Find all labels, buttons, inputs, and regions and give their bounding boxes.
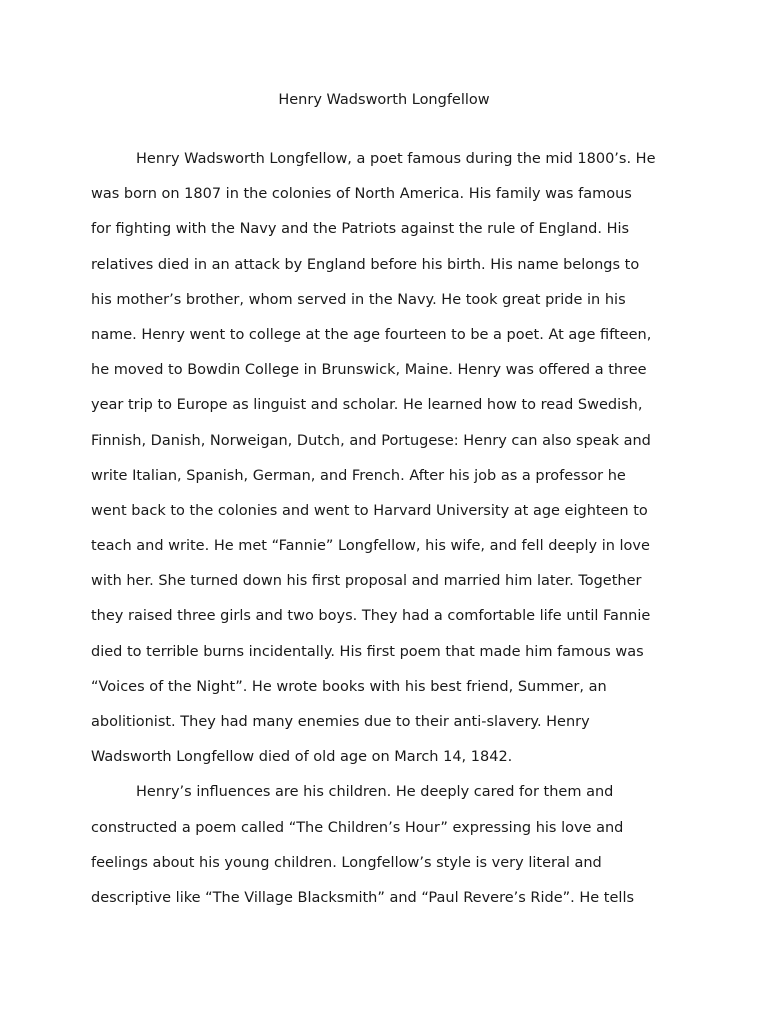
page-title: Henry Wadsworth Longfellow [278,92,490,108]
paragraph-line: name. Henry went to college at the age fourteen to be a poet. At age fifteen, [91,326,652,343]
paragraph-line: constructed a poem called “The Children’s Hour” expressing his love and [91,819,624,836]
paragraph-line: feelings about his young children. Longfellow’s style is very literal and [91,854,602,871]
paragraph-line: they raised three girls and two boys. They had a comfortable life until Fannie [91,608,651,625]
paragraph-line: write Italian, Spanish, German, and French. After his job as a professor he [91,467,626,484]
paragraph-line: teach and write. He met “Fannie” Longfellow, his wife, and fell deeply in love [91,538,650,555]
paragraph-line: Henry Wadsworth Longfellow, a poet famous during the mid 1800’s. He [136,151,656,167]
paragraph-line: descriptive like “The Village Blacksmith” and “Paul Revere’s Ride”. He tells [91,889,635,906]
paragraph-line: Wadsworth Longfellow died of old age on March 14, 1842. [91,749,513,766]
paragraph-line: he moved to Bowdin College in Brunswick, Maine. Henry was offered a three [91,362,647,379]
document-body [91,142,691,916]
paragraph-line: with her. She turned down his first proposal and married him later. Together [91,573,642,590]
paragraph-line: Finnish, Danish, Norweigan, Dutch, and Portugese: Henry can also speak and [91,432,651,449]
paragraph-line: died to terrible burns incidentally. His first poem that made him famous was [91,643,644,660]
paragraph-line: his mother’s brother, whom served in the Navy. He took great pride in his [91,291,626,308]
paragraph-line: year trip to Europe as linguist and scholar. He learned how to read Swedish, [91,397,643,414]
paragraph-line: abolitionist. They had many enemies due to their anti-slavery. Henry [91,714,590,730]
paragraph-line: “Voices of the Night”. He wrote books with his best friend, Summer, an [91,678,607,695]
paragraph-1 [91,142,691,775]
paragraph-line: relatives died in an attack by England before his birth. His name belongs to [91,256,640,273]
paragraph-line: for fighting with the Navy and the Patriots against the rule of England. His [91,221,630,238]
paragraph-2 [91,775,691,916]
paragraph-line: was born on 1807 in the colonies of North America. His family was famous [91,186,632,203]
paragraph-line: went back to the colonies and went to Harvard University at age eighteen to [91,502,648,519]
paragraph-line: Henry’s influences are his children. He deeply cared for them and [136,784,614,801]
